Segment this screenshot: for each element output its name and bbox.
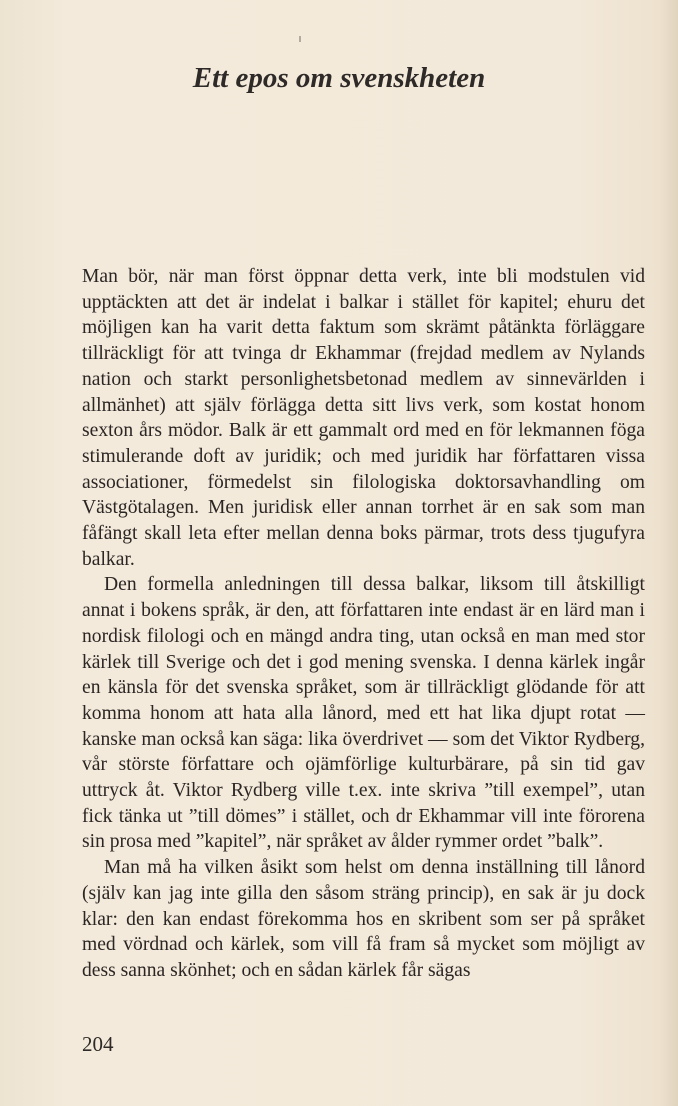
paragraph-2: Den formella anledningen till dessa balkar, liksom till åtskilligt annat i bokens språk, är den, att författaren inte endast är en lärd man i nordisk filologi och en mängd andra ting, utan också en man med stor kärlek till Sverige och det i god mening svenska. I denna kärlek ingår en känsla för det svenska språket, som är tillräckligt glödande för att komma honom att hata alla lånord, med ett hat lika djupt rotat — kanske man också kan säga: lika överdrivet — som det Viktor Rydberg, vår störste författare och ojämförlige kulturbärare, på sin tid gav uttryck åt. Viktor Rydberg ville t.ex. inte skriva ”till exempel”, utan fick tänka ut ”till dömes” i stället, och dr Ekhammar vill inte förorena sin prosa med ”kapitel”, när språket av ålder rymmer ordet ”balk”.: [82, 574, 645, 853]
body-text: [82, 264, 645, 984]
page-edge-shadow: [660, 0, 678, 1106]
page-number: 204: [82, 1032, 114, 1056]
paragraph-3: Man må ha vilken åsikt som helst om denna inställning till lånord (själv kan jag inte gilla den såsom sträng princip), en sak är ju dock klar: den kan endast förekomma hos en skribent som ser på språket med vördnad och kärlek, som vill få fram så mycket som möjligt av dess sanna skönhet; och en sådan kärlek får sägas: [82, 857, 645, 981]
paragraph-1: Man bör, när man först öppnar detta verk, inte bli modstulen vid upptäckten att det är indelat i balkar i stället för kapitel; ehuru det möjligen kan ha varit detta faktum som skrämt påtänkta förläggare tillräckligt för att tvinga dr Ekhammar (frejdad medlem av Nylands nation och starkt personlighetsbetonad medlem av sinnevärlden i allmänhet) att själv förlägga detta sitt livs verk, som kostat honom sexton års mödor. Balk är ett gammalt ord med en för lekmannen föga stimulerande doft av juridik; och med juridik har författaren vissa associationer, förmedelst sin filologiska doktorsavhandling om Västgötalagen. Men juridisk eller annan torrhet är en sak som man fåfängt skall leta efter mellan denna boks pärmar, trots dess tjugufyra balkar.: [82, 266, 645, 570]
print-speck: [299, 36, 301, 42]
running-head: Ett epos om svenskheten: [192, 62, 486, 94]
